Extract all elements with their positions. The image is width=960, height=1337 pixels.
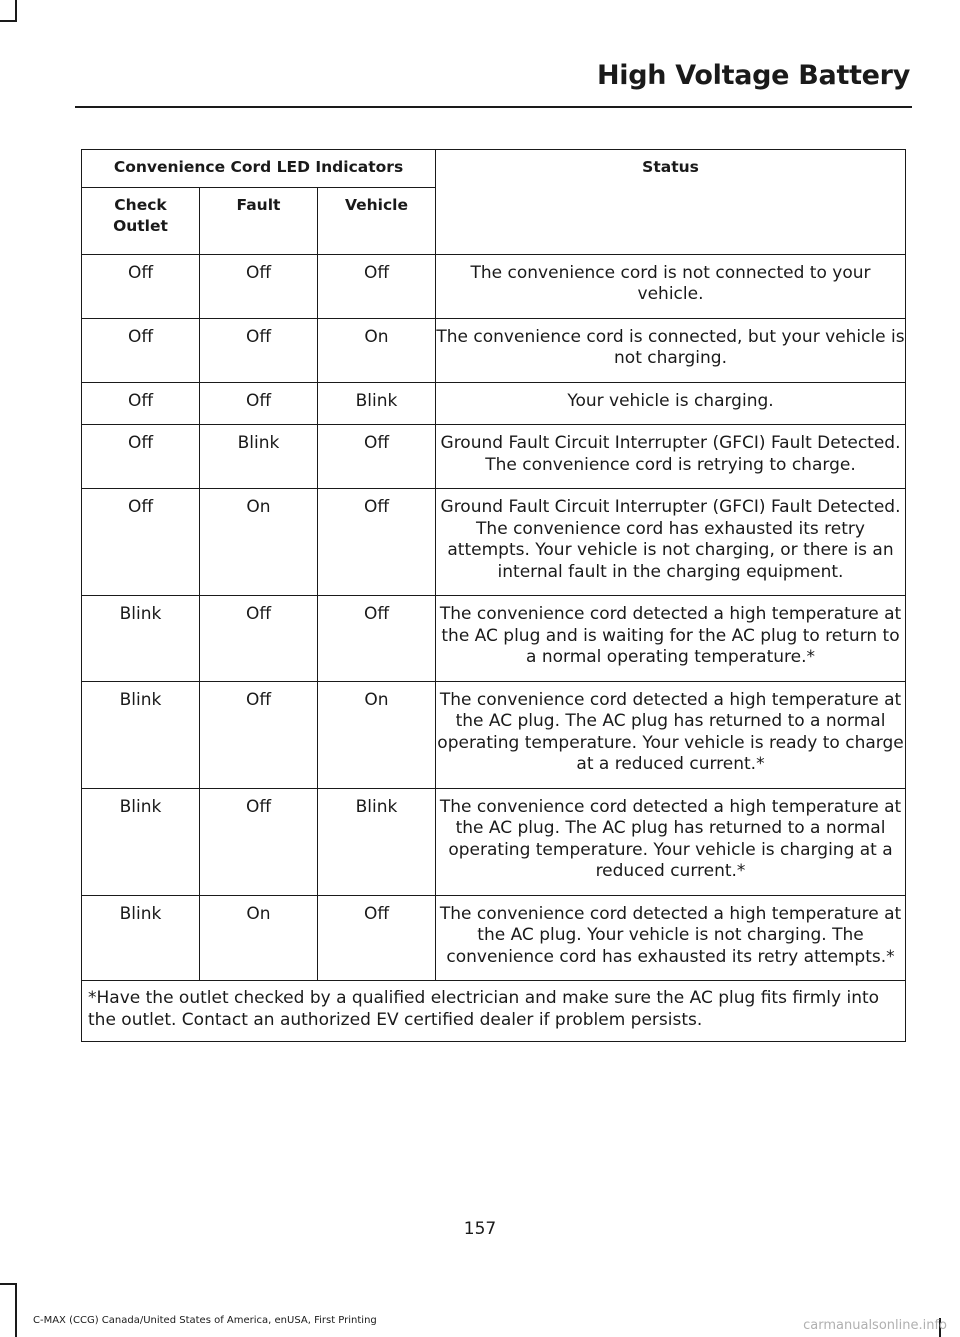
status-cell: The convenience cord detected a high temperature at the AC plug. Your vehicle is not charging. The convenience cord has exhausted its retry attempts.* [436, 895, 906, 981]
vehicle-cell: Off [318, 489, 436, 596]
table-row [82, 254, 906, 318]
fault-cell: Off [200, 318, 318, 382]
table-row [82, 895, 906, 981]
column-header-fault: Fault [200, 187, 318, 254]
fault-cell: Off [200, 788, 318, 895]
check-outlet-cell: Blink [82, 895, 200, 981]
fault-cell: On [200, 895, 318, 981]
check-outlet-cell: Off [82, 425, 200, 489]
column-header-vehicle: Vehicle [318, 187, 436, 254]
check-outlet-cell: Blink [82, 681, 200, 788]
vehicle-cell: Blink [318, 788, 436, 895]
watermark: carmanualsonline.info [803, 1318, 947, 1333]
vehicle-cell: Off [318, 596, 436, 682]
status-cell: The convenience cord detected a high temperature at the AC plug. The AC plug has returned to a normal operating temperature. Your vehicle is ready to charge at a reduced current.* [436, 681, 906, 788]
page-number: 157 [463, 1219, 497, 1239]
edition-footer: C-MAX (CCG) Canada/United States of America, enUSA, First Printing [33, 1315, 377, 1326]
check-outlet-cell: Off [82, 489, 200, 596]
vehicle-cell: On [318, 318, 436, 382]
fault-cell: Off [200, 382, 318, 425]
crop-mark-bottom-left-v [15, 1283, 17, 1337]
crop-mark-top-left-h [0, 20, 17, 22]
crop-mark-bottom-left-h [0, 1283, 17, 1285]
fault-cell: Off [200, 681, 318, 788]
vehicle-cell: Off [318, 895, 436, 981]
vehicle-cell: On [318, 681, 436, 788]
status-cell: Your vehicle is charging. [436, 382, 906, 425]
footnote-row [82, 981, 906, 1042]
status-cell: Ground Fault Circuit Interrupter (GFCI) Fault Detected. The convenience cord has exhausted its retry attempts. Your vehicle is not charging, or there is an internal fault in the charging equipment. [436, 489, 906, 596]
fault-cell: On [200, 489, 318, 596]
fault-cell: Blink [200, 425, 318, 489]
status-header: Status [436, 150, 906, 255]
check-outlet-cell: Off [82, 254, 200, 318]
group-header-led-indicators: Convenience Cord LED Indicators [82, 150, 436, 188]
status-cell: The convenience cord detected a high temperature at the AC plug. The AC plug has returned to a normal operating temperature. Your vehicle is charging at a reduced current.* [436, 788, 906, 895]
table-row [82, 382, 906, 425]
table-row [82, 596, 906, 682]
led-indicator-table [81, 149, 906, 1042]
check-outlet-cell: Blink [82, 788, 200, 895]
check-outlet-cell: Blink [82, 596, 200, 682]
vehicle-cell: Blink [318, 382, 436, 425]
page-title: High Voltage Battery [596, 60, 910, 91]
status-cell: The convenience cord is connected, but your vehicle is not charging. [436, 318, 906, 382]
table-row [82, 425, 906, 489]
status-cell: The convenience cord detected a high temperature at the AC plug and is waiting for the AC plug to return to a normal operating temperature.* [436, 596, 906, 682]
table-row [82, 681, 906, 788]
check-outlet-cell: Off [82, 318, 200, 382]
status-cell: Ground Fault Circuit Interrupter (GFCI) Fault Detected. The convenience cord is retrying to charge. [436, 425, 906, 489]
table-footnote: *Have the outlet checked by a qualified electrician and make sure the AC plug fits firmly into the outlet. Contact an authorized EV certified dealer if problem persists. [82, 981, 906, 1042]
fault-cell: Off [200, 254, 318, 318]
table-row [82, 318, 906, 382]
table-row [82, 788, 906, 895]
fault-cell: Off [200, 596, 318, 682]
table-row [82, 489, 906, 596]
column-header-check-outlet: Check Outlet [82, 187, 200, 254]
header-divider [75, 106, 912, 108]
check-outlet-cell: Off [82, 382, 200, 425]
vehicle-cell: Off [318, 254, 436, 318]
vehicle-cell: Off [318, 425, 436, 489]
status-cell: The convenience cord is not connected to your vehicle. [436, 254, 906, 318]
crop-mark-top-left-v [15, 0, 17, 20]
